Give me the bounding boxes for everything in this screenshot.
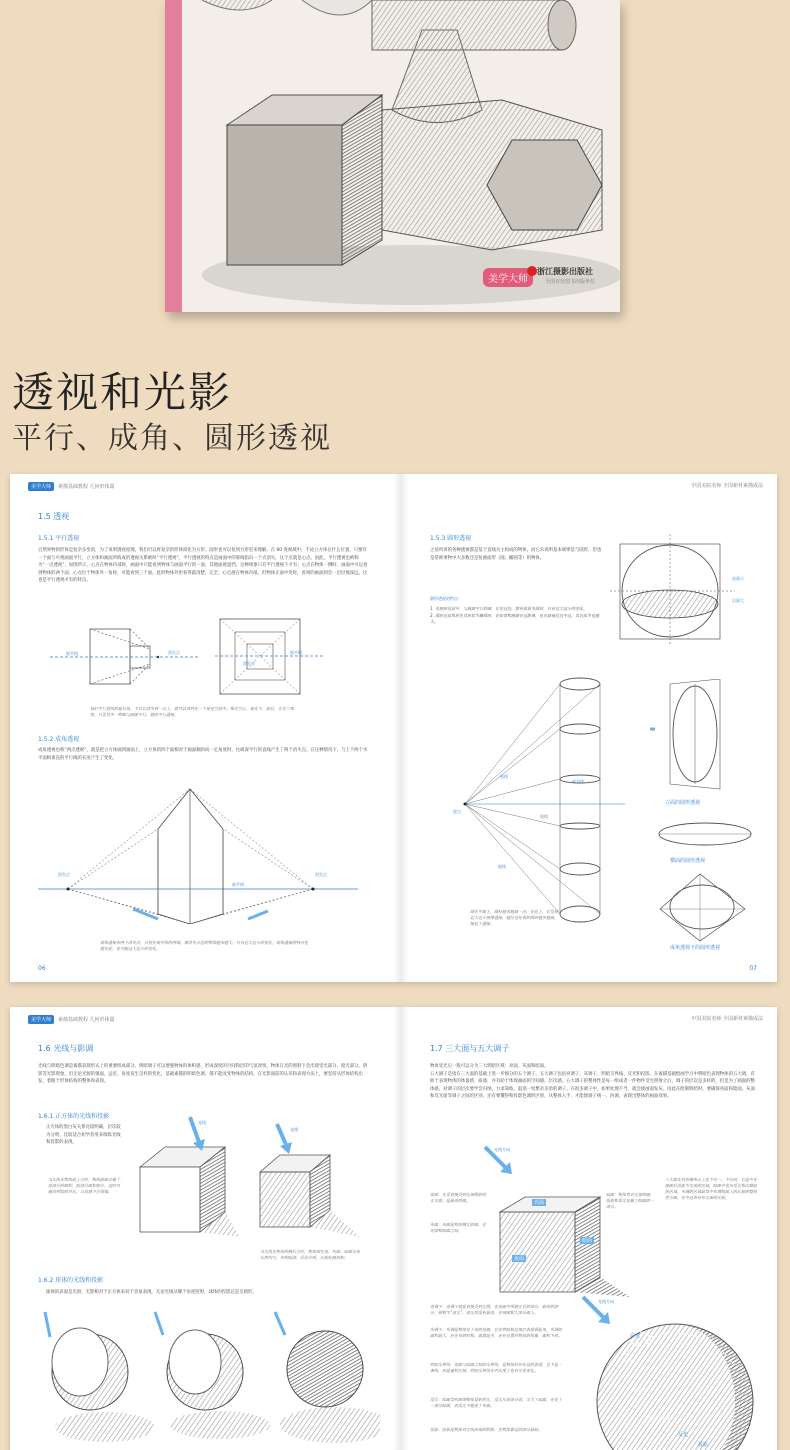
- section-heading-1-6: 1.6 光线与影调: [38, 1044, 94, 1053]
- light-tone-text: 光线与明暗色调是素描表现形式上的重要组成部分。明暗调子可以增强物体的体积感，形成深度的空间和层的气氛效果。物体在光的照射下会出现受光部分、暗光部分、阴影等光影现象，但无论光源的强弱、远近、角度发生怎样的变化，基础素描的明暗色调，都不能改变物体的结构。在光影面前的认识和表现方法上，要坚持从形体结构出发，着眼于形体结构的整体和表现。: [38, 1064, 368, 1084]
- spread-gutter: [393, 1007, 409, 1450]
- subsection-heading-1-6-1: 1.6.1 正方体的光线和投影: [38, 1113, 110, 1120]
- parallel-perspective-text: 自然界物的形体是复杂多变的，为了说明透视原理，我们可以将复杂的形体简化为方形、圆形也可以复到方形里来理解。在 60 度视域中，不论立方体在什么位置，只要有一个面与可视画面平行，立方体和画面所构成的透视关系被叫“平行透视”。平行透视的特点是画面中的垂线指向一个点消失，这个点就是心点。因此，平行透视也被称为“一点透视”，如图所示，心点在物体内部时，画面中只能看到物体与画面平行的一面，其他面被遮挡。这种现象只有平行透视下才有；心点在物体一侧时，画面中可以看到物体的两个面；心点位于物体外一角时，可能看到三个面。此时物体外形看得最清楚、完全；心点展在物体内部，但物体正面中变时，看到的画面则会一层层地深远，这也是平行透视才有的特点。: [38, 548, 368, 583]
- terminator-label: 明暗交界线: [645, 1416, 671, 1422]
- sightline-label-1: 视线: [500, 774, 508, 779]
- right-running-header: 中国美院名师 全国新材素描成法: [691, 1016, 763, 1022]
- light-direction-label-2: 光线方向: [598, 1299, 614, 1304]
- publisher-logo-icon: [527, 266, 537, 276]
- sphere-five-tones: [585, 1307, 775, 1450]
- light-label-1: 光线: [198, 1120, 206, 1125]
- shadow-label: 投影: [698, 1442, 709, 1448]
- back-big-label: 后面大: [732, 598, 744, 603]
- note-gray: 灰面：灰面是物体侧光的面，在亮部和暗面之间。: [430, 1222, 486, 1233]
- parallel-caption: 我们平行直线的延长线，不日它消失到一点上。就可以消到在一个视觉空间中。唯在空心，视在下，前后，左在三角度，只要其中一种面与画面平行，就叫平行透视。: [90, 706, 294, 717]
- subsection-heading-1-5-1: 1.5.1 平行透视: [38, 535, 80, 542]
- parallel-perspective-diagram-a: [50, 624, 200, 704]
- right-running-header: 中国美院名师 全国新材素描成法: [691, 483, 763, 489]
- light-direction-label: 光线方向: [494, 1147, 510, 1152]
- subsection-heading-1-5-3: 1.5.3 圆形透视: [430, 535, 472, 542]
- sphere-light-text: 球体的表面是光滑、无影相对于正方体来说不容易表现。无论光线从哪个角度照射，球体的投影总是呈圆形。: [46, 1290, 257, 1295]
- book-spread-perspective: [10, 474, 777, 982]
- circle-in-square-diagram: [610, 534, 740, 644]
- horizon-label-b: 视平线: [290, 650, 302, 655]
- book-cover: [165, 0, 620, 312]
- reflect-label: 反光: [678, 1432, 689, 1438]
- subsection-heading-1-5-2: 1.5.2 成角透视: [38, 736, 80, 743]
- cover-publisher: 浙江摄影出版社: [537, 267, 593, 276]
- horizon-label-angular: 视平线: [232, 882, 244, 887]
- note-dark: 暗面：物体背对光源的面，投影和反光也属于暗面的一部分。: [606, 1192, 654, 1209]
- three-planes-text: 物体受光后一般可以分为三大明暗区域：亮面、灰面和暗面。 五大调子是指在三大面的基础上进一步细分的五个调子。五大调子包括亮调子、灰调子、明暗交界线、反光和投影。在素描基础绘画学习中明暗色表现物体的五大调，有助于表现物体的体量感、质感，并有助于体现画面的空间感。层次感。五大调子的整体性是每一组成者一件物件受光照射之后，调子的层次是多样的，但是为了画面的整体感，对调子的层次要学会归纳，力求简练，取消一切繁杂多余的调子。在很多调子中，如果处理不当，就会使画面发灰。因此在绘制明暗时，要确保亮面和暗面，灰面和反光面等调子之间的区别，还有要懂得和投影色调的区别，从整体入手，才能使调子统一、协调，表现出整体的画面效果。: [430, 1064, 755, 1099]
- round-feature-item: 2. 圆形近似角形在其形状为椭圆形，在如宽和画面在远距离，也在面视近近中远，其近似多也越大。: [430, 612, 600, 624]
- round-perspective-text: 之前所讲的各种透视都是基于直线为主构成的物体，而它未说明基本规律是与圆形，但也是常被事物中大多数还是复曲面形（圆、椭圆等）的物体。: [430, 548, 602, 561]
- book-spine: [165, 0, 182, 312]
- note-right: 三大面在其仿佛所示上也不仅一，不仅同，它是中在画面后投影为完成的区域，暗面中也有反光和次稀暗的区域，灰调的区域最常中作调组面上的比较的整体性方面，在中还表有有光面的比较。: [665, 1177, 757, 1200]
- angular-circle-diagram: [650, 869, 750, 944]
- cube-light-text: 正方体的黑白灰关系比较明确，层次较为分明，比较适合初学者用来练练光线和投影的表现。: [46, 1125, 121, 1145]
- page-title: 透视和光影: [12, 368, 233, 417]
- gray-plane-label: 灰面: [514, 1256, 525, 1262]
- vanish-label-a: 消失点: [168, 650, 180, 655]
- round-feature-label: 圆形透视的特点：: [430, 596, 462, 601]
- eye-point-label: 视点: [453, 809, 461, 814]
- note-gray-tone: 灰调子：灰调是物体处于亮的亮面，它在明暗较远地区表现看起来，灰调的面积最大，应在有的时候，面就是多，还有位置对物体的体量，面积不同。: [430, 1327, 562, 1338]
- round-feature-list: [430, 606, 605, 626]
- page-number-left: 06: [38, 965, 46, 972]
- spread-gutter: [393, 474, 409, 982]
- note-highlight: 亮调子：亮调子就是直接受到光照，在亮面中所就光后的部分，最亮的部分，被称为“高光”，高光的反射最亮，在球面和大部分面上。: [430, 1304, 558, 1315]
- highlight-label: 高光: [630, 1333, 641, 1339]
- angular-perspective-diagram: [38, 774, 358, 924]
- left-running-header: [28, 482, 115, 491]
- cube-caption-1: 当光线在物体前上方时，物体前面会属于亮部分的面积，暗部分面积较少，这时可画出明暗的对比，立体感不会很强。: [48, 1177, 120, 1194]
- horizon-label-right: 视平线: [572, 779, 584, 784]
- subsection-heading-1-6-2: 1.6.2 球体的光线和投影: [38, 1277, 104, 1284]
- vertical-circle-label: 立面的圆形透视: [665, 800, 701, 806]
- angular-perspective-text: 成角透视也称“两点透视”，就是把立方体画到画面上，立方体的四个面相对于画面倾斜成一定角度时，往纵深平行的直线产生了两个消失点。在这种情况下，与上下两个水平面相垂直的平行线的长度产生了变化。: [38, 748, 368, 761]
- book-spread-light-shadow: [10, 1007, 777, 1450]
- angular-caption: 成角透视有两个消失点，分别在视平线的两端。离消失点近的物体越来越大，只有近大远小的变化，成角透视的特点也就在此，也可能这大近小的变化。: [100, 940, 308, 951]
- cylinder-caption: 圆在平面上，圆柱越来越扁一点，在此上，它呈现近大远小规律透视，越往远处看的圆形越窄越扁，接近于透视。: [470, 909, 558, 926]
- cube-caption-2: 当光线在物体的侧后方时，物体则在亮、灰面，暗面分布比例均匀，有明暗部、层次分明，比较好画体积。: [260, 1249, 360, 1260]
- front-small-label: 前面小: [732, 576, 744, 581]
- light-label-2: 光线: [290, 1127, 298, 1132]
- note-reflect: 反光：暗面受到周围物体反射的光，反光比亮部分弱，又大于暗面，在处于一部分暗面，而反光不能亮于灰面。: [430, 1397, 562, 1408]
- cover-publisher-subtitle: 全国百佳图书出版单位: [545, 279, 596, 285]
- vanish-label-b: 消失点: [243, 661, 255, 666]
- section-heading-1-7: 1.7 三大面与五大调子: [430, 1044, 510, 1053]
- cover-brand-logo: 美学大师: [483, 268, 533, 287]
- vertical-circle-diagram: [650, 679, 750, 794]
- bright-plane-label: 亮面: [534, 1200, 545, 1206]
- vanish-label-right: 消失点: [315, 872, 327, 877]
- note-terminator: 明暗交界线：亮面与暗面之间的交界线，是物体转折在边的表现，呈不是一条线，而是逐转区域，明暗交界线在对比度上也有可见变化。: [430, 1362, 562, 1373]
- page-number-right: 07: [749, 965, 757, 972]
- horizontal-circle-label: 横面的圆形透视: [670, 858, 706, 864]
- sightline-label-2: 视线: [540, 814, 548, 819]
- angular-circle-label: 成角透视下的圆形透视: [670, 945, 721, 951]
- gray-tone-label: 灰调子: [632, 1388, 648, 1394]
- horizon-label-a: 视平线: [66, 651, 78, 656]
- round-feature-item: 1. 在画形近似中，与画面平行的面，它在远处，都有体原本圆形，只有近大远小的变化。: [430, 606, 588, 611]
- page-subtitle: 平行、成角、圆形透视: [12, 421, 332, 456]
- header-brand-tag: 美学大师: [28, 1015, 54, 1024]
- note-bright: 亮面：在要直接受到光源照射的正光面，是最亮的面。: [430, 1192, 486, 1203]
- parallel-perspective-diagram-b: [215, 614, 325, 704]
- section-heading-1-5: 1.5 透视: [38, 512, 70, 521]
- light-tone-label: 亮调子: [622, 1358, 638, 1364]
- header-book-title: 素描基础教程 几何形体篇: [58, 1017, 115, 1023]
- left-running-header: [28, 1015, 115, 1024]
- cube-light-sketch-2: [255, 1147, 365, 1247]
- header-brand-tag: 美学大师: [28, 482, 54, 491]
- sightline-label-3: 视线: [498, 864, 506, 869]
- vanish-label-left: 消失点: [58, 872, 70, 877]
- dark-plane-label: 暗面: [582, 1238, 593, 1244]
- note-shadow: 投影：投影是物体对光线形成的阴影，在物体靠近的部分最暗。: [430, 1427, 542, 1432]
- sphere-light-sketches: [35, 1307, 380, 1450]
- horizontal-circle-diagram: [655, 812, 755, 857]
- header-book-title: 素描基础教程 几何形体篇: [58, 484, 115, 490]
